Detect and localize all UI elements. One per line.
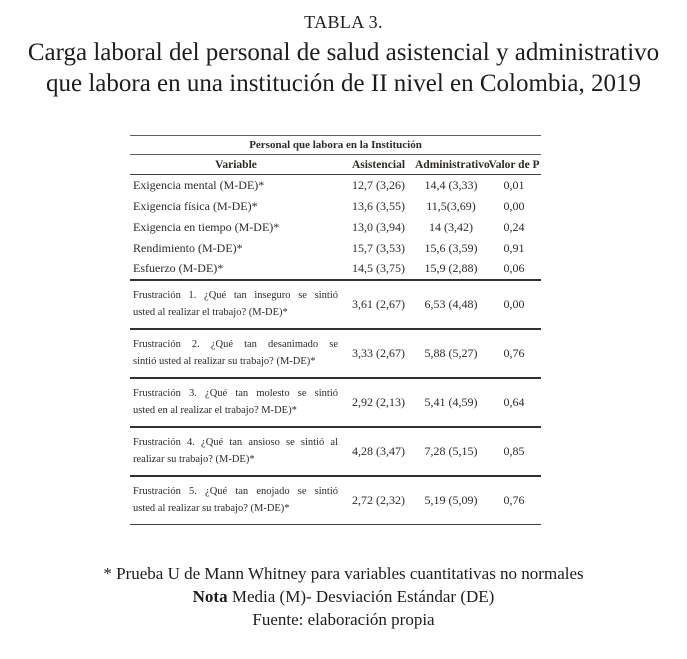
valor-p-cell: 0,91 xyxy=(503,240,525,255)
spanning-header-row xyxy=(130,136,541,155)
footnote-nota-text: Media (M)- Desviación Estándar (DE) xyxy=(227,587,495,606)
variable-line1: Frustración 3. ¿Qué tan molesto se sintió xyxy=(133,388,338,399)
valor-p-cell: 0,76 xyxy=(503,345,525,360)
administrativo-cell: 7,28 (5,15) xyxy=(424,443,478,458)
administrativo-cell: 5,19 (5,09) xyxy=(424,492,478,507)
asistencial-cell: 14,5 (3,75) xyxy=(352,261,405,275)
results-table xyxy=(130,135,541,525)
variable-line2: realizar su trabajo? (M-DE)* xyxy=(133,454,255,465)
asistencial-cell: 3,33 (2,67) xyxy=(352,345,405,360)
column-header-row xyxy=(130,155,541,175)
administrativo-cell: 15,6 (3,59) xyxy=(424,240,478,255)
variable-line2: usted al realizar su trabajo? (M-DE)* xyxy=(133,503,290,515)
asistencial-cell: 4,28 (3,47) xyxy=(352,443,405,458)
variable-line1: Frustración 1. ¿Qué tan inseguro se sintió xyxy=(133,290,338,301)
administrativo-cell: 14,4 (3,33) xyxy=(424,177,478,192)
table-row xyxy=(130,476,541,525)
variable-line2: usted al realizar el trabajo? (M-DE)* xyxy=(133,307,288,318)
asistencial-cell: 2,92 (2,13) xyxy=(352,394,405,409)
variable-cell xyxy=(130,329,342,378)
asistencial-cell: 2,72 (2,32) xyxy=(352,492,405,507)
valor-p-cell: 0,00 xyxy=(503,198,525,213)
administrativo-cell: 5,88 (5,27) xyxy=(424,345,478,360)
variable-cell: Esfuerzo (M-DE)* xyxy=(133,261,224,275)
table-row xyxy=(130,259,541,280)
variable-line1: Frustración 5. ¿Qué tan enojado se sintió xyxy=(133,486,338,498)
administrativo-cell: 14 (3,42) xyxy=(429,219,473,234)
administrativo-cell: 15,9 (2,88) xyxy=(424,261,478,275)
administrativo-cell: 11,5(3,69) xyxy=(426,198,476,213)
administrativo-cell: 6,53 (4,48) xyxy=(424,296,478,311)
table-title xyxy=(0,38,687,99)
footnote-fuente: Fuente: elaboración propia xyxy=(252,610,435,629)
table-row xyxy=(130,175,541,196)
variable-line1: Frustración 4. ¿Qué tan ansioso se sintió al xyxy=(133,437,338,448)
valor-p-cell: 0,76 xyxy=(503,492,525,507)
table-row xyxy=(130,329,541,378)
administrativo-cell: 5,41 (4,59) xyxy=(424,394,478,409)
footnotes xyxy=(0,562,687,631)
variable-cell xyxy=(130,378,342,427)
asistencial-cell: 15,7 (3,53) xyxy=(352,240,405,255)
variable-line2: sintió usted al realizar su trabajo? (M-DE)* xyxy=(133,356,316,367)
asistencial-cell: 13,6 (3,55) xyxy=(352,198,405,213)
col-header-variable: Variable xyxy=(130,155,342,175)
variable-cell: Exigencia mental (M-DE)* xyxy=(133,177,265,192)
variable-line1: Frustración 2. ¿Qué tan desanimado se xyxy=(133,339,338,350)
asistencial-cell: 3,61 (2,67) xyxy=(352,296,405,311)
footnote-nota xyxy=(0,585,687,608)
table-row xyxy=(130,427,541,476)
table-number-label: TABLA 3. xyxy=(304,12,383,32)
table-row xyxy=(130,378,541,427)
variable-cell xyxy=(130,427,342,476)
table-row xyxy=(130,196,541,217)
table-row xyxy=(130,280,541,329)
valor-p-cell: 0,64 xyxy=(503,394,525,409)
col-header-asistencial: Asistencial xyxy=(342,155,415,175)
variable-cell xyxy=(130,280,342,329)
variable-cell: Rendimiento (M-DE)* xyxy=(133,240,243,255)
title-block xyxy=(0,0,687,99)
valor-p-cell: 0,85 xyxy=(503,443,525,458)
col-header-administrativo: Administrativo xyxy=(415,155,487,175)
table-row xyxy=(130,238,541,259)
valor-p-cell: 0,06 xyxy=(503,261,525,275)
spanning-header: Personal que labora en la Institución xyxy=(130,136,541,155)
valor-p-cell: 0,00 xyxy=(503,296,525,311)
variable-cell: Exigencia en tiempo (M-DE)* xyxy=(133,219,280,234)
table-row xyxy=(130,217,541,238)
footnote-nota-label: Nota xyxy=(192,587,228,606)
variable-cell xyxy=(130,476,342,525)
asistencial-cell: 13,0 (3,94) xyxy=(352,219,405,234)
variable-cell: Exigencia física (M-DE)* xyxy=(133,198,258,213)
footnote-significance: * Prueba U de Mann Whitney para variables cuantitativas no normales xyxy=(103,564,584,583)
asistencial-cell: 12,7 (3,26) xyxy=(352,177,405,192)
col-header-valor-p: Valor de P xyxy=(487,155,541,175)
table-title-line1: Carga laboral del personal de salud asistencial y administrativo xyxy=(27,39,660,66)
table-title-line2: que labora en una institución de II nivel en Colombia, 2019 xyxy=(46,69,641,97)
variable-line2: usted en al realizar el trabajo? M-DE)* xyxy=(133,405,297,416)
valor-p-cell: 0,01 xyxy=(503,177,525,192)
valor-p-cell: 0,24 xyxy=(503,219,525,234)
